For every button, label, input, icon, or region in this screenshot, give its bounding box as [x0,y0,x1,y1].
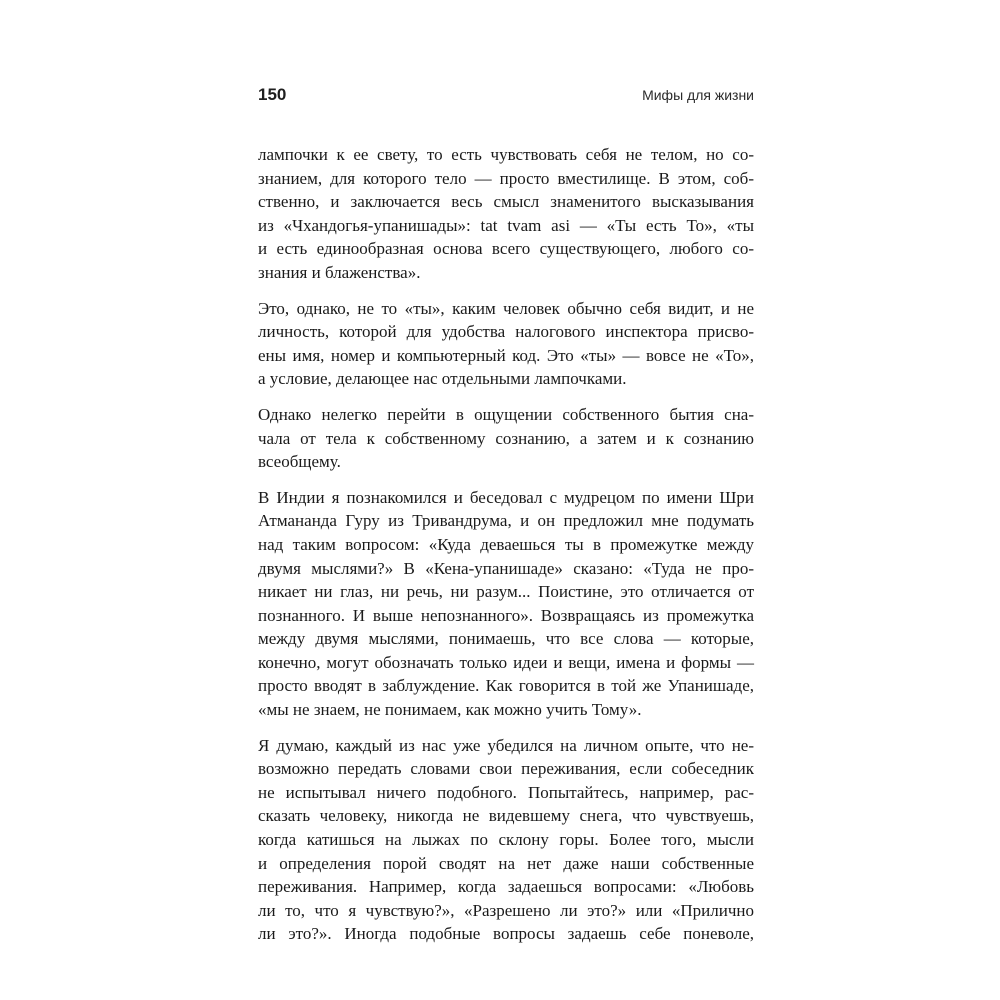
paragraph [258,486,754,722]
text-line: конечно, могут обозначать только идеи и вещи, имена и формы — [258,652,754,672]
text-line: Это, однако, не то «ты», каким человек обычно себя видит, и не [258,298,754,318]
text-line: и есть единообразная основа всего существующего, любого со- [258,239,754,259]
paragraph [258,143,754,285]
text-line: чала от тела к собственному сознанию, а затем и к сознанию [258,428,754,448]
text-line: над таким вопросом: «Куда деваешься ты в промежутке между [258,534,754,554]
text-line: и определения порой сводят на нет даже наши собственные [258,853,754,873]
text-line: когда катишься на лыжах по склону горы. Более того, мысли [258,830,754,850]
text-line: между двумя мыслями, понимаешь, что все слова — которые, [258,629,754,649]
text-line: не испытывал ничего подобного. Попытайтесь, например, рас- [258,782,754,802]
text-line: просто вводят в заблуждение. Как говорится в той же Упанишаде, [258,676,754,696]
running-title: Мифы для жизни [642,87,754,103]
text-line: лампочки к ее свету, то есть чувствовать себя не телом, но со- [258,145,754,164]
text-line: переживания. Например, когда задаешься вопросами: «Любовь [258,877,754,897]
text-line: Однако нелегко перейти в ощущении собственного бытия сна- [258,404,754,424]
text-line: сказать человеку, никогда не видевшему снега, что чувствуешь, [258,806,754,826]
text-line: из «Чхандогья-упанишады»: tat tvam asi — «Ты есть То», «ты [258,215,754,235]
body-text [258,143,754,958]
text-line: ственно, и заключается весь смысл знаменитого высказывания [258,192,754,212]
text-line: а условие, делающее нас отдельными лампочками. [258,369,627,389]
text-line: ены имя, номер и компьютерный код. Это «ты» — вовсе не «То», [258,345,754,365]
page-number: 150 [258,85,287,104]
paragraph [258,734,754,946]
text-line: «мы не знаем, не понимаем, как можно учить Тому». [258,700,642,720]
page-header [258,84,754,108]
text-line: Я думаю, каждый из нас уже убедился на личном опыте, что не- [258,735,754,755]
text-line: возможно передать словами свои переживания, если собеседник [258,759,754,779]
text-line: двумя мыслями?» В «Кена-упанишаде» сказано: «Туда не про- [258,558,754,578]
text-line: знания и блаженства». [258,262,421,282]
paragraph [258,403,754,474]
text-line: ли это?». Иногда подобные вопросы задаешь себе поневоле, [258,924,754,944]
text-line: личность, которой для удобства налогового инспектора присво- [258,322,754,342]
text-line: В Индии я познакомился и беседовал с мудрецом по имени Шри [258,487,754,507]
text-line: никает ни глаз, ни речь, ни разум... Поистине, это отличается от [258,582,754,602]
text-line: познанного. И выше непознанного». Возвращаясь из промежутка [258,605,754,625]
text-line: знанием, для которого тело — просто вместилище. В этом, соб- [258,168,754,188]
text-line: всеобщему. [258,452,341,472]
paragraph [258,297,754,391]
text-line: Атмананда Гуру из Тривандрума, и он предложил мне подумать [258,511,754,531]
text-line: ли то, что я чувствую?», «Разрешено ли это?» или «Прилично [258,900,754,920]
